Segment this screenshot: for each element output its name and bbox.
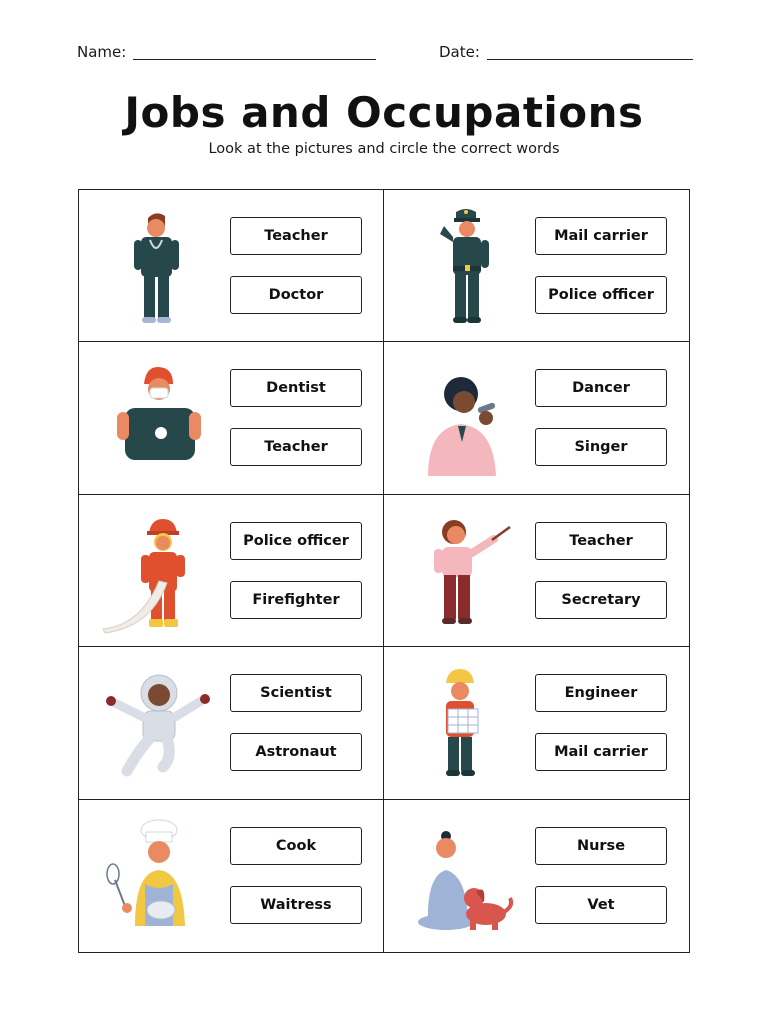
doctor-figure-icon: [101, 204, 213, 329]
police-officer-figure-icon: [406, 204, 518, 329]
option-mail-carrier[interactable]: Mail carrier: [535, 733, 667, 771]
option-teacher[interactable]: Teacher: [230, 428, 362, 466]
option-nurse[interactable]: Nurse: [535, 827, 667, 865]
cook-figure-icon: [101, 814, 213, 939]
item-9: [79, 800, 384, 952]
firefighter-figure-icon: [101, 509, 213, 634]
date-line[interactable]: [487, 59, 693, 60]
option-police-officer[interactable]: Police officer: [230, 522, 362, 560]
item-8: [384, 647, 689, 799]
option-teacher[interactable]: Teacher: [230, 217, 362, 255]
vet-figure-icon: [406, 814, 518, 939]
option-firefighter[interactable]: Firefighter: [230, 581, 362, 619]
item-2: [384, 190, 689, 342]
option-engineer[interactable]: Engineer: [535, 674, 667, 712]
option-waitress[interactable]: Waitress: [230, 886, 362, 924]
item-1: [79, 190, 384, 342]
option-cook[interactable]: Cook: [230, 827, 362, 865]
name-field[interactable]: [77, 43, 126, 61]
item-5: [79, 495, 384, 647]
engineer-figure-icon: [406, 661, 518, 786]
option-astronaut[interactable]: Astronaut: [230, 733, 362, 771]
item-3: [79, 342, 384, 494]
option-scientist[interactable]: Scientist: [230, 674, 362, 712]
item-4: [384, 342, 689, 494]
option-secretary[interactable]: Secretary: [535, 581, 667, 619]
item-6: [384, 495, 689, 647]
singer-figure-icon: [406, 356, 518, 481]
option-dentist[interactable]: Dentist: [230, 369, 362, 407]
name-label: Name:: [77, 43, 127, 61]
option-doctor[interactable]: Doctor: [230, 276, 362, 314]
worksheet-grid: [78, 189, 690, 953]
item-7: [79, 647, 384, 799]
option-singer[interactable]: Singer: [535, 428, 667, 466]
option-police-officer[interactable]: Police officer: [535, 276, 667, 314]
item-10: [384, 800, 689, 952]
page-title: Jobs and Occupations: [124, 88, 644, 137]
astronaut-figure-icon: [101, 661, 213, 786]
teacher-figure-icon: [406, 509, 518, 634]
option-teacher[interactable]: Teacher: [535, 522, 667, 560]
dentist-figure-icon: [101, 356, 213, 481]
date-label: Date:: [439, 43, 480, 61]
option-vet[interactable]: Vet: [535, 886, 667, 924]
name-line[interactable]: [133, 59, 376, 60]
instructions: Look at the pictures and circle the correct words: [208, 141, 560, 157]
date-field[interactable]: [439, 43, 480, 61]
option-mail-carrier[interactable]: Mail carrier: [535, 217, 667, 255]
option-dancer[interactable]: Dancer: [535, 369, 667, 407]
